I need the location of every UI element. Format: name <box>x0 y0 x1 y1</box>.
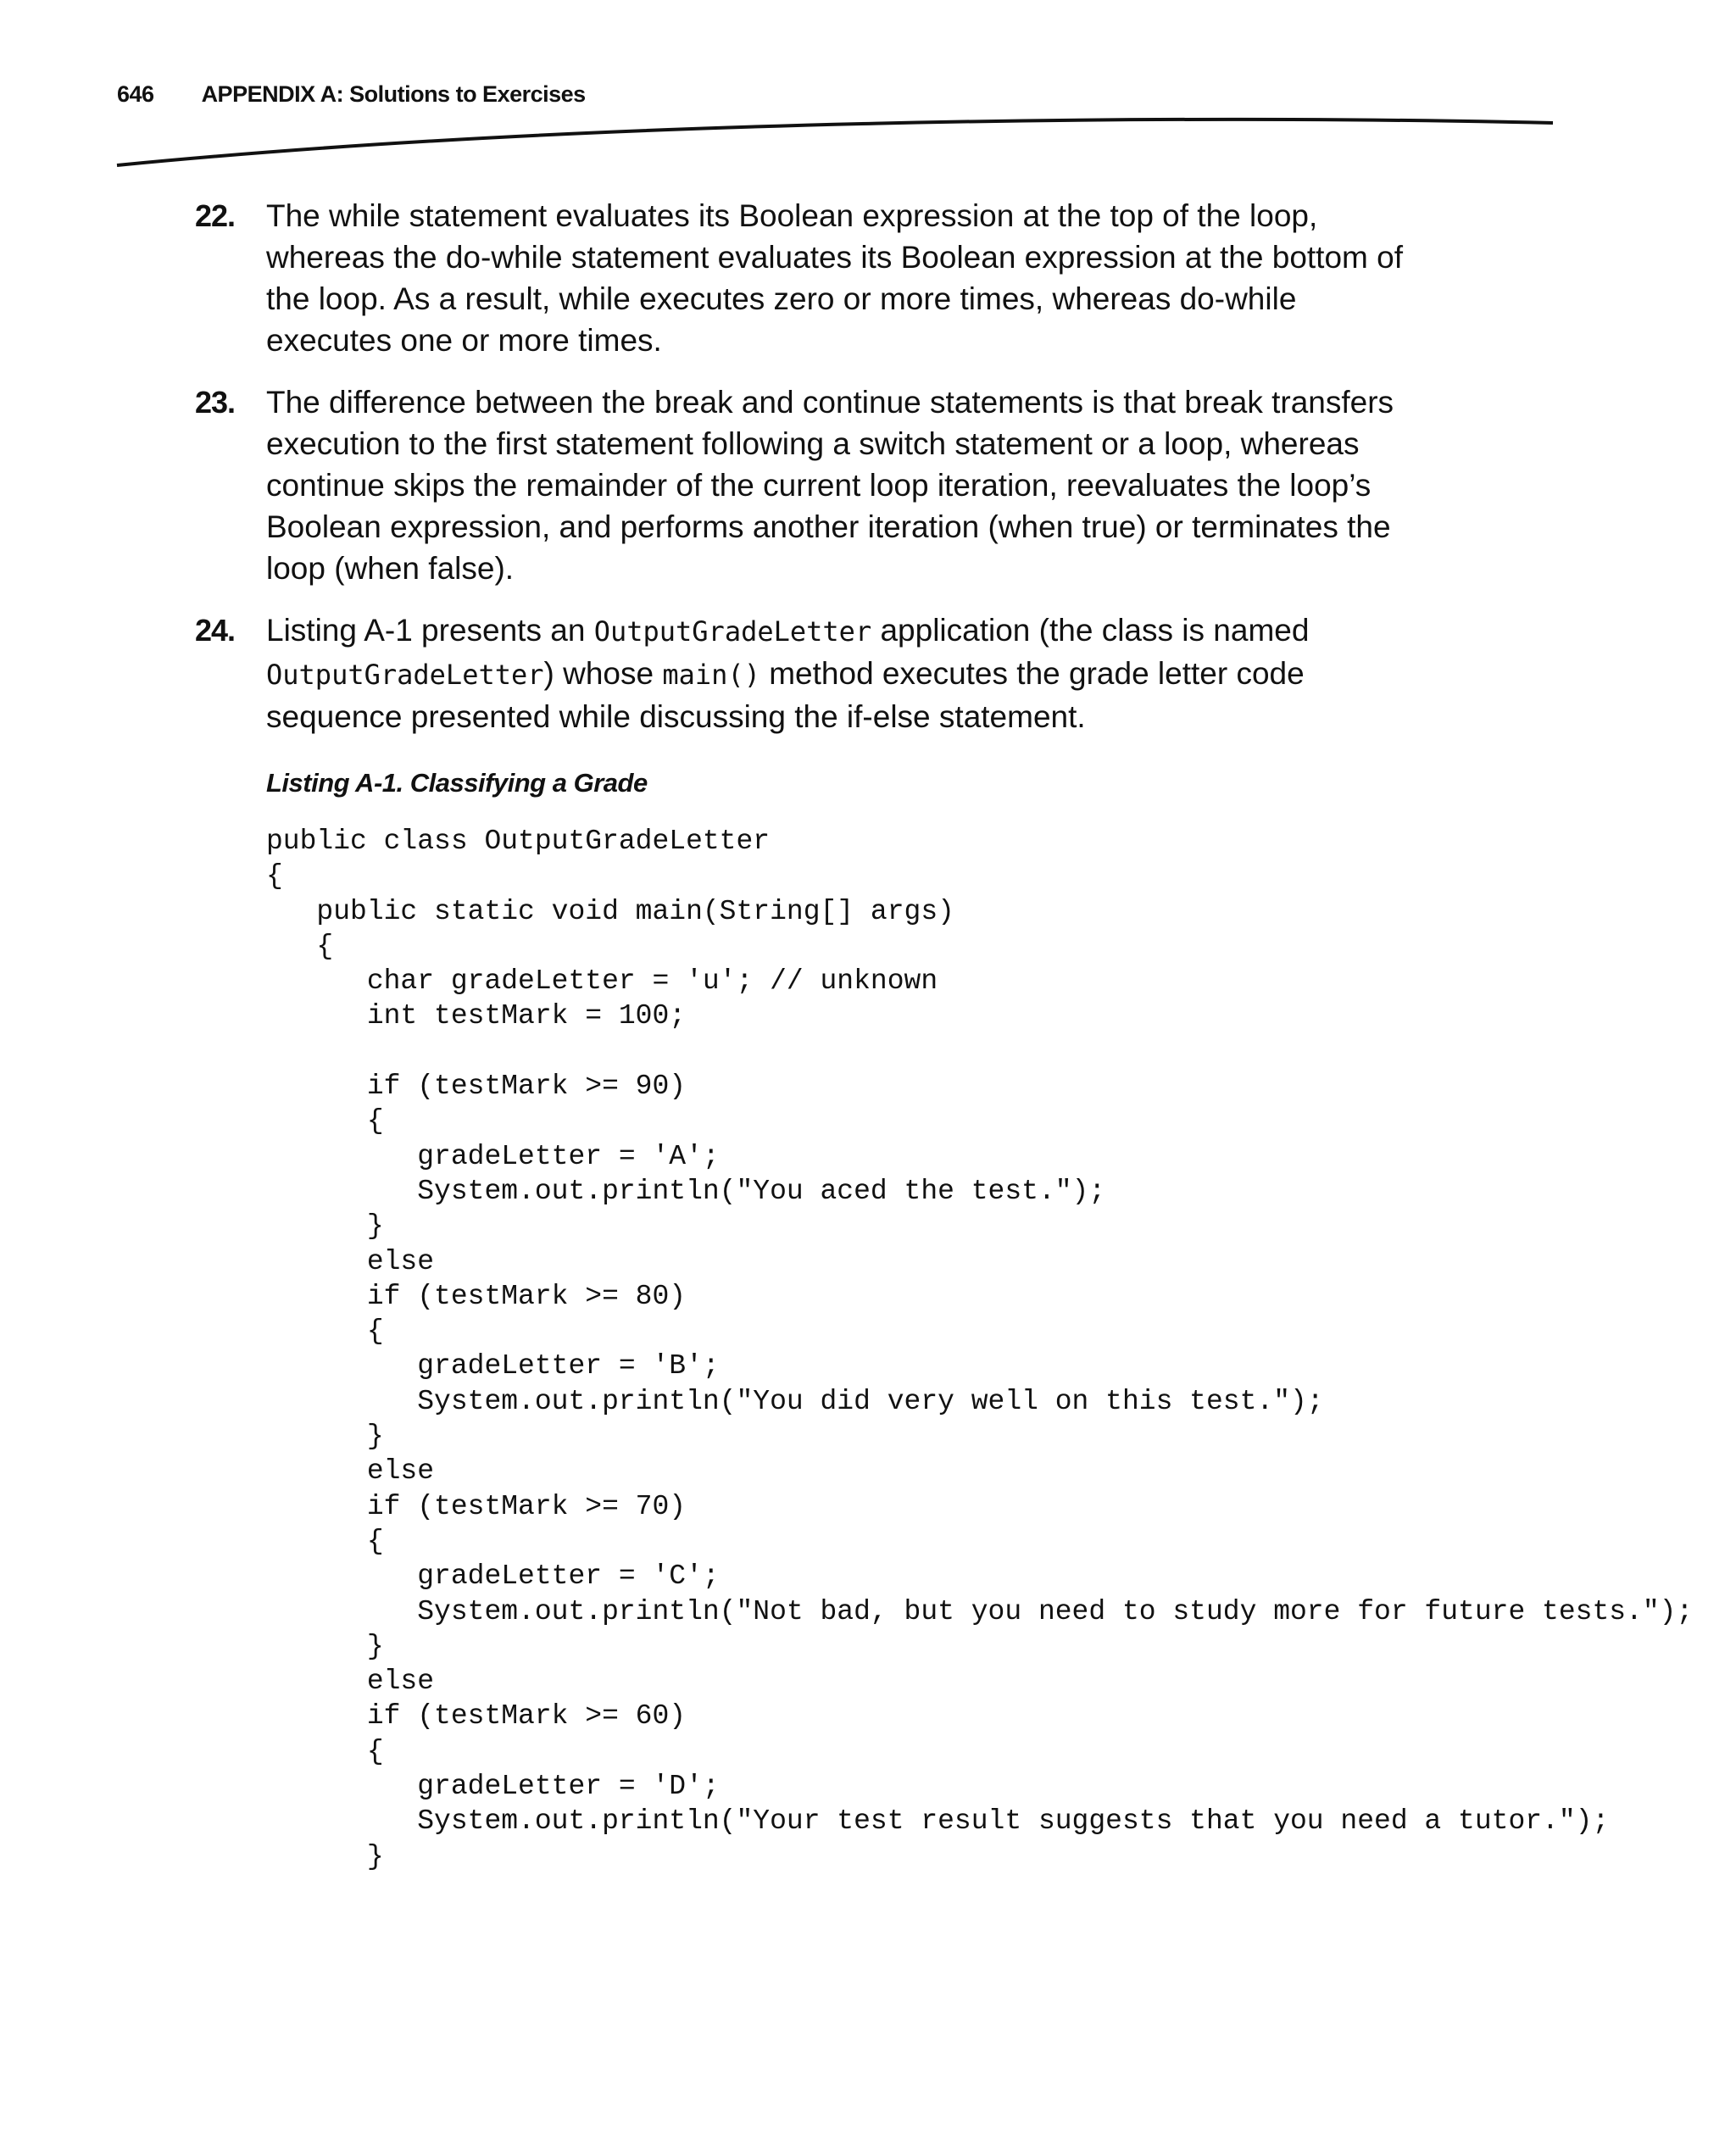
item-text-segment: The difference between the break and continue statements is that break transfers execution to the first statement following a switch statement or a loop, whereas continue skips the remainder of the current loop iteration, reevaluates the loop’s Boolean expression, and performs another iteration (when true) or terminates the loop (when false). <box>266 385 1394 586</box>
page-number: 646 <box>117 81 154 107</box>
solution-item-23 <box>195 381 1407 589</box>
inline-code-class-name: OutputGradeLetter <box>593 615 872 648</box>
item-number: 22. <box>195 198 236 233</box>
item-text-segment: The while statement evaluates its Boolean expression at the top of the loop, whereas the do-while statement evaluates its Boolean expression at the bottom of the loop. As a result, while executes zero or more times, whereas do-while executes one or more times. <box>266 198 1403 358</box>
exercise-solutions-list <box>195 195 1407 758</box>
item-text <box>266 195 1407 361</box>
item-text <box>266 609 1407 737</box>
item-number: 24. <box>195 613 236 648</box>
item-number: 23. <box>195 385 236 420</box>
code-listing: public class OutputGradeLetter { public static void main(String[] args) { char gradeLetter = 'u'; // unknown int testMark = 100; if (testMark >= 90) { gradeLetter = 'A'; System.out.println("You aced the test."); } else if (testMark >= 80) { gradeLetter = 'B'; System.out.println("You did very well on this test."); } else if (testMark >= 70) { gradeLetter = 'C'; System.out.println("Not bad, but you need to study more for future tests."); } else if (testMark >= 60) { gradeLetter = 'D'; System.out.println("Your test result suggests that you need a tutor."); } <box>266 826 1694 1872</box>
solution-item-24 <box>195 609 1407 737</box>
running-title: APPENDIX A: Solutions to Exercises <box>201 81 586 107</box>
listing-caption: Listing A-1. Classifying a Grade <box>266 768 648 798</box>
item-text-segment: method executes the grade letter code sequence presented while discussing the if-else statement. <box>266 656 1305 734</box>
solution-item-22 <box>195 195 1407 361</box>
item-text-segment: application (the class is named <box>871 613 1310 648</box>
inline-code-class-name: OutputGradeLetter <box>266 659 544 691</box>
item-text-segment: ) whose <box>543 656 663 691</box>
inline-code-method-name: main() <box>662 659 760 691</box>
item-text <box>266 381 1407 589</box>
header-swoosh-rule <box>0 102 1736 186</box>
item-text-segment: Listing A-1 presents an <box>266 613 594 648</box>
